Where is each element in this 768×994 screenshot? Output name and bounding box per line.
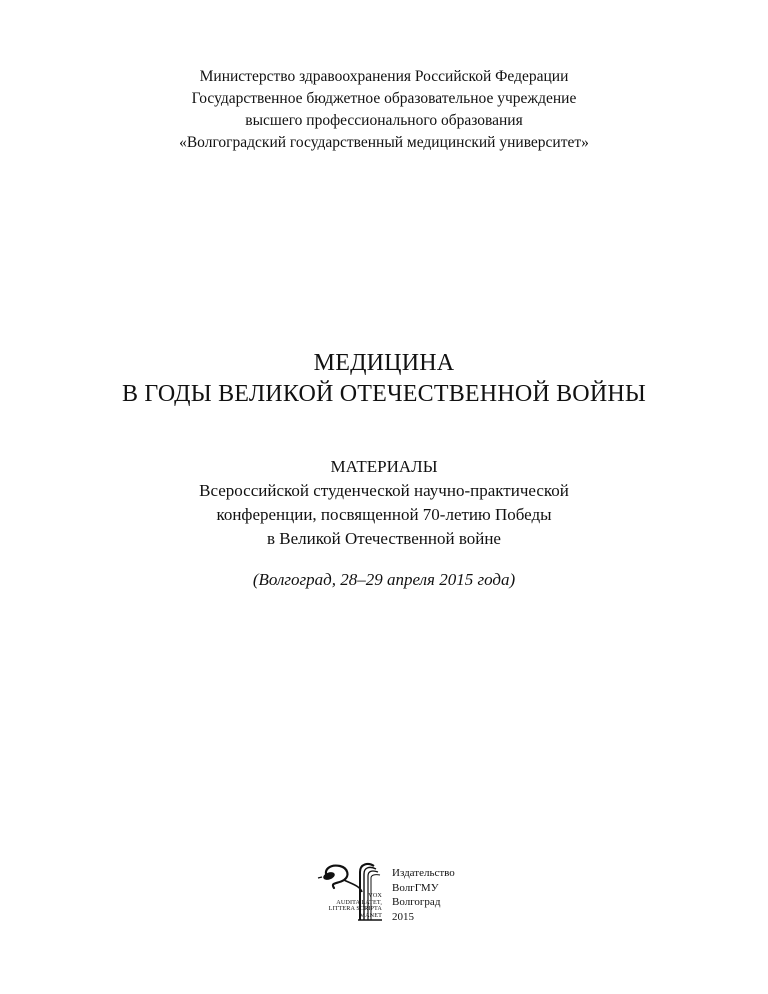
materials-heading: МАТЕРИАЛЫ — [330, 457, 438, 476]
publisher-info — [392, 866, 455, 924]
publisher-line: ВолгГМУ — [392, 881, 439, 894]
university-emblem — [300, 858, 390, 926]
conference-dates: (Волгоград, 28–29 апреля 2015 года) — [252, 570, 516, 589]
title-line-1: МЕДИЦИНА — [313, 350, 455, 376]
logo-motto — [329, 893, 382, 919]
publisher-line: Издательство — [392, 867, 455, 879]
materials-line: в Великой Отечественной войне — [267, 529, 501, 548]
publisher-line: 2015 — [392, 910, 414, 923]
materials-line: конференции, посвященной 70-летию Победы — [216, 505, 552, 524]
motto-line: VOX — [368, 892, 382, 899]
motto-line: AUDITA LATET, — [336, 898, 382, 906]
motto-line: LITTERA SCRIPTA — [328, 905, 382, 913]
materials-block — [0, 455, 768, 551]
title-line-2: В ГОДЫ ВЕЛИКОЙ ОТЕЧЕСТВЕННОЙ ВОЙНЫ — [121, 381, 647, 407]
header-line: высшего профессионального образования — [245, 112, 523, 129]
motto-line: MANET — [359, 911, 382, 919]
header-line: «Волгоградский государственный медицинский университет» — [179, 134, 589, 151]
header-line: Государственное бюджетное образовательное учреждение — [191, 90, 577, 107]
book-title — [0, 348, 768, 410]
materials-line: Всероссийской студенческой научно-практической — [199, 481, 569, 500]
ministry-header — [0, 66, 768, 154]
header-line: Министерство здравоохранения Российской Федерации — [199, 68, 569, 85]
publisher-line: Волгоград — [392, 896, 441, 908]
